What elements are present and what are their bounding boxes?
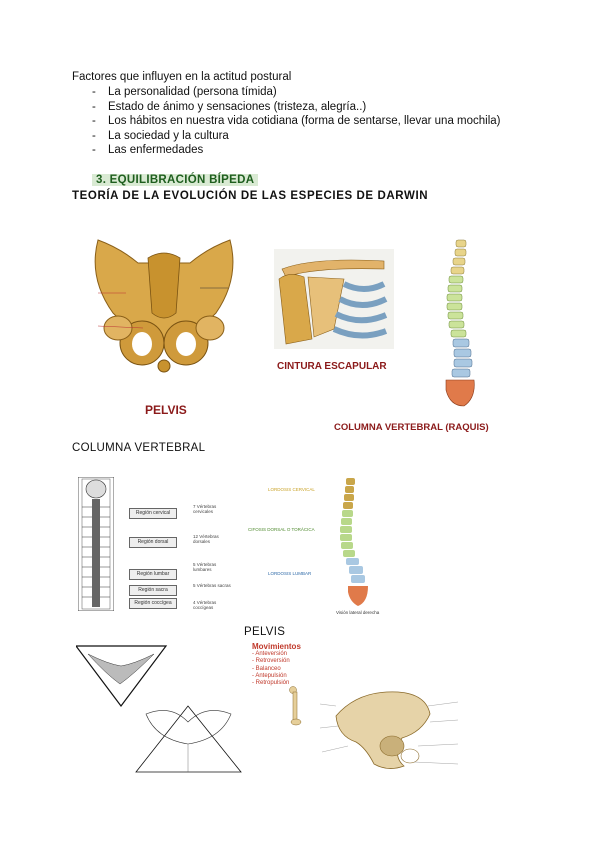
region-lumbar: Región lumbar [129,569,177,580]
movements-block [252,642,301,687]
femur-illustration [288,686,302,726]
pelvis-caption: PELVIS [145,403,187,417]
region-sacra: Región sacra [129,585,177,596]
pelvis-triangle-diagram [76,644,246,774]
movement-item: - Anteversión [252,651,288,657]
count-lumbar: 5 Vértebras lumbares [193,562,217,573]
factors-section [72,71,501,158]
hip-bone-illustration [318,686,468,774]
count-dorsal: 12 Vértebras dorsales [193,534,219,545]
darwin-heading: TEORÍA DE LA EVOLUCIÓN DE LAS ESPECIES DE DARWIN [72,190,429,202]
column-illustration [428,238,488,410]
scapular-illustration [274,249,394,349]
count-cervical: 7 Vértebras cervicales [193,504,217,515]
region-cervical: Región cervical [129,508,177,519]
movement-item: - Retropulsión [252,680,290,687]
curve-lumbar: LORDOSIS LUMBAR [268,571,312,576]
list-item: - La personalidad (persona tímida) [72,85,501,100]
scapular-caption: CINTURA ESCAPULAR [277,361,387,372]
curve-view: Visión lateral derecha [336,610,380,615]
spine-xray-diagram [78,477,114,611]
factors-heading: Factores que influyen en la actitud postural [72,71,292,83]
pelvis-illustration [78,218,250,388]
list-item: - La sociedad y la cultura [72,129,501,144]
curve-cervical: LORDOSIS CERVICAL [268,487,315,492]
count-sacra: 5 Vértebras sacras [193,583,231,588]
movement-item: - Antepulsión [252,672,287,679]
movements-title: Movimientos [252,642,301,651]
list-item: - Los hábitos en nuestra vida cotidiana (forma de sentarse, llevar una mochila) [72,114,501,129]
count-coccygea: 4 Vértebras coccígeas [193,600,217,611]
movement-item: - Retroversión [252,658,290,665]
column-caption: COLUMNA VERTEBRAL (RAQUIS) [334,422,489,433]
list-item: - Estado de ánimo y sensaciones (tristeza, alegría..) [72,100,501,115]
factors-list [72,85,501,158]
column-title: COLUMNA VERTEBRAL [72,442,206,454]
region-dorsal: Región dorsal [129,537,177,548]
spine-curves-illustration [330,476,376,608]
list-item: - Las enfermedades [72,143,501,158]
section-heading: 3. EQUILIBRACIÓN BÍPEDA [92,174,258,186]
curve-dorsal: CIFOSIS DORSAL O TORÁCICA [248,527,315,532]
region-coccygea: Región coccígea [129,598,177,609]
movement-item: - Balanceo [252,665,281,672]
pelvis-title: PELVIS [244,626,286,638]
